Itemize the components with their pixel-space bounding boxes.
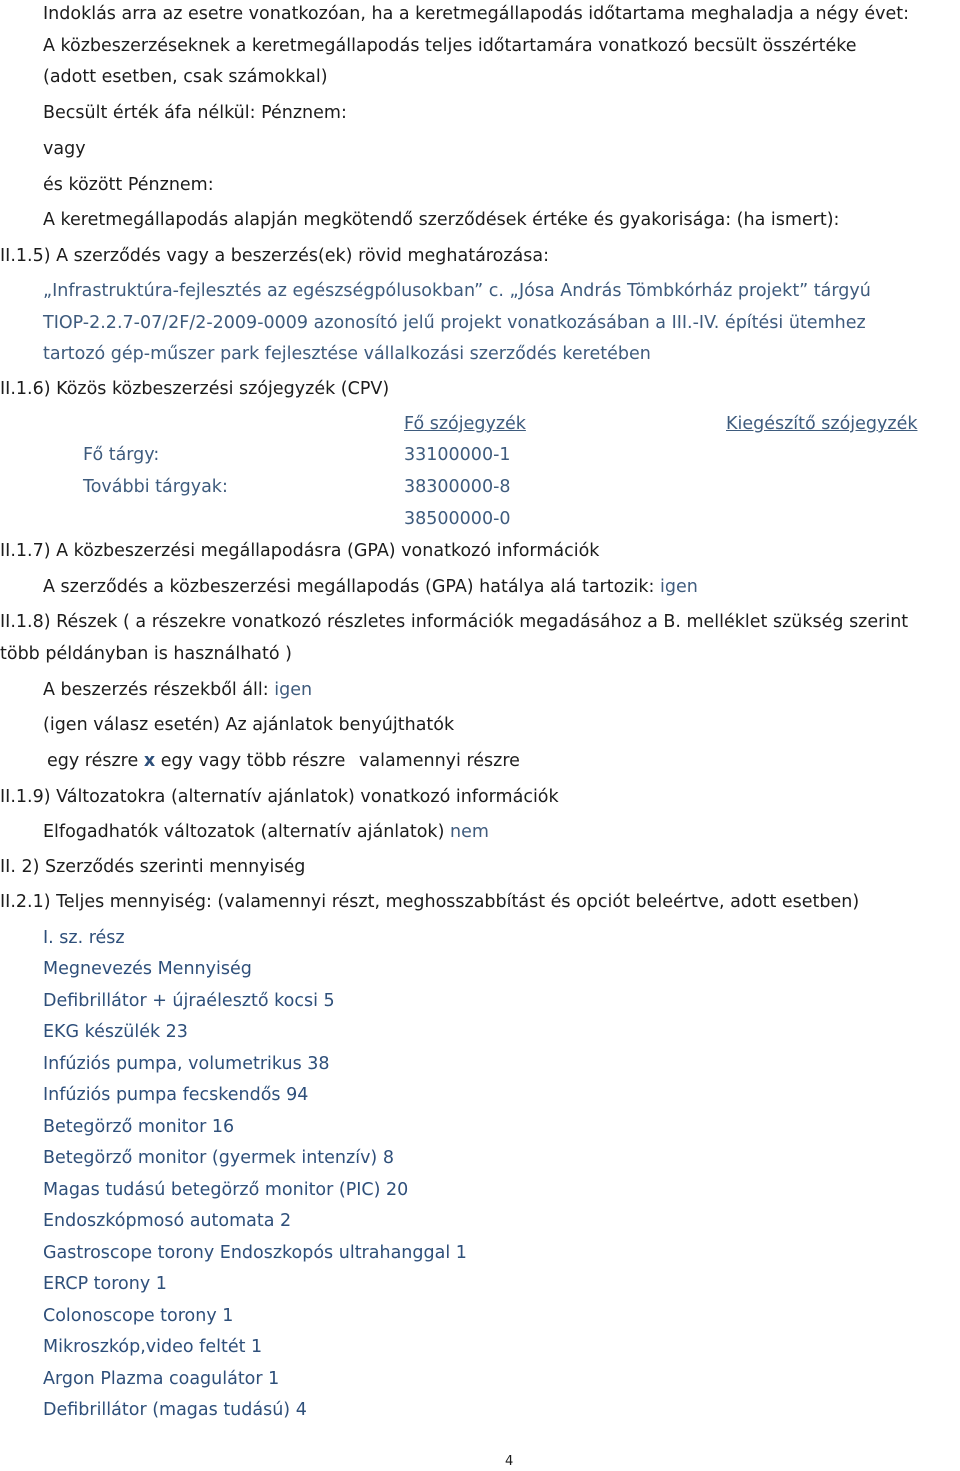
list-item: Betegörző monitor (gyermek intenzív) 8 [43,1148,394,1168]
cpv-more-label: További tárgyak: [83,477,228,497]
short-description: tartozó gép-műszer park fejlesztése vállalkozási szerződés keretében [43,344,651,364]
cpv-header-main: Fő szójegyzék [404,414,526,434]
page-number: 4 [505,1454,514,1469]
list-item: Megnevezés Mennyiség [43,959,252,979]
text-line: Indoklás arra az esetre vonatkozóan, ha a keretmegállapodás időtartama meghaladja a négy évet: [43,4,910,24]
cpv-main-code: 33100000-1 [404,445,511,465]
short-description: „Infrastruktúra-fejlesztés az egészségpólusokban” c. „Jósa András Tömbkórház projekt” tárgyú [43,281,871,301]
option-all-parts: valamennyi részre [359,751,520,771]
text-line: A keretmegállapodás alapján megkötendő szerződések értéke és gyakorisága: (ha ismert): [43,210,840,230]
section-heading: II.1.9) Változatokra (alternatív ajánlatok) vonatkozó információk [0,787,559,807]
variants-value: nem [449,822,489,842]
short-description: TIOP-2.2.7-07/2F/2-2009-0009 azonosító jelű projekt vonatkozásában a III.-IV. építési ütemhez [43,313,866,333]
section-heading: II.2.1) Teljes mennyiség: (valamennyi részt, meghosszabbítást és opciót beleértve, adott esetben) [0,892,860,912]
list-item: Infúziós pumpa, volumetrikus 38 [43,1054,330,1074]
text-line: Becsült érték áfa nélkül: Pénznem: [43,103,347,123]
list-item: Defibrillátor (magas tudású) 4 [43,1400,307,1420]
variants-text: Elfogadhatók változatok (alternatív ajánlatok) [43,822,445,842]
list-item: Colonoscope torony 1 [43,1306,234,1326]
cpv-main-label: Fő tárgy: [83,445,160,465]
variants-line [43,821,489,843]
gpa-line [43,576,698,598]
section-heading: II. 2) Szerződés szerinti mennyiség [0,857,306,877]
text-line: A közbeszerzéseknek a keretmegállapodás teljes időtartamára vonatkozó becsült összértéke [43,36,857,56]
section-heading: II.1.8) Részek ( a részekre vonatkozó részletes információk megadásához a B. melléklet szükség szerint [0,612,909,632]
parts-options [47,750,520,772]
cpv-header-extra: Kiegészítő szójegyzék [726,414,918,434]
cpv-more-code: 38500000-0 [404,509,511,529]
parts-value: igen [274,680,313,700]
gpa-value: igen [659,577,698,597]
list-item: Betegörző monitor 16 [43,1117,235,1137]
parts-line [43,679,312,701]
list-item: Argon Plazma coagulátor 1 [43,1369,280,1389]
list-item: Magas tudású betegörző monitor (PIC) 20 [43,1180,409,1200]
list-item: I. sz. rész [43,928,125,948]
option-one-part: egy részre [47,751,139,771]
section-heading-cont: több példányban is használható ) [0,644,292,664]
text-line: és között Pénznem: [43,175,214,195]
list-item: Defibrillátor + újraélesztő kocsi 5 [43,991,335,1011]
gpa-text: A szerződés a közbeszerzési megállapodás (GPA) hatálya alá tartozik: [43,577,655,597]
section-heading: II.1.5) A szerződés vagy a beszerzés(ek) rövid meghatározása: [0,246,549,266]
option-more-parts: egy vagy több részre [160,751,346,771]
text-line: vagy [43,139,86,159]
parts-if-yes: (igen válasz esetén) Az ajánlatok benyújthatók [43,715,455,735]
selected-mark: x [143,751,156,771]
list-item: Infúziós pumpa fecskendős 94 [43,1085,309,1105]
list-item: ERCP torony 1 [43,1274,167,1294]
text-line: (adott esetben, csak számokkal) [43,67,328,87]
list-item: Endoszkópmosó automata 2 [43,1211,292,1231]
list-item: Gastroscope torony Endoszkopós ultrahanggal 1 [43,1243,467,1263]
section-heading: II.1.6) Közös közbeszerzési szójegyzék (CPV) [0,379,390,399]
list-item: Mikroszkóp,video feltét 1 [43,1337,263,1357]
parts-text: A beszerzés részekből áll: [43,680,269,700]
list-item: EKG készülék 23 [43,1022,188,1042]
cpv-more-code: 38300000-8 [404,477,511,497]
section-heading: II.1.7) A közbeszerzési megállapodásra (GPA) vonatkozó információk [0,541,600,561]
